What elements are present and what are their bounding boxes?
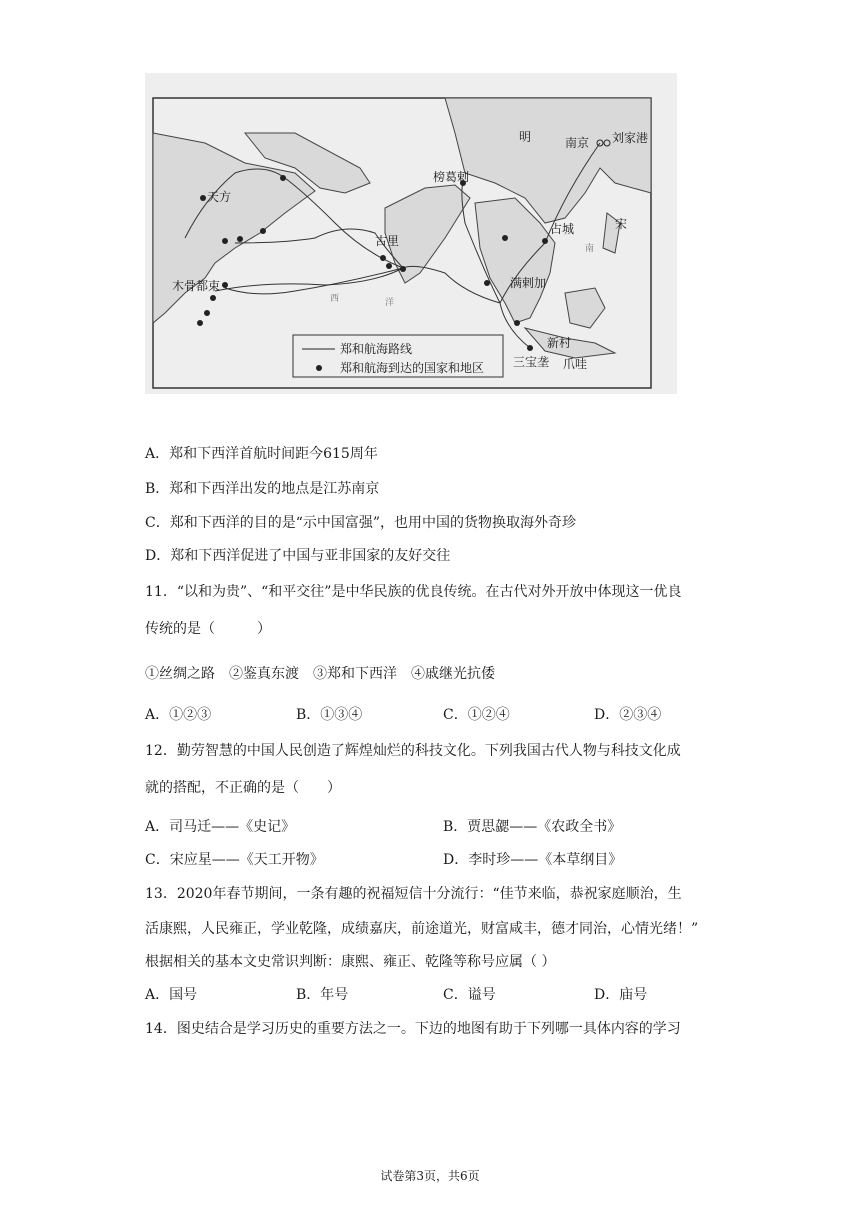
q12-stem-line1: 12．勤劳智慧的中国人民创造了辉煌灿烂的科技文化。下列我国古代人物与科技文化成 bbox=[145, 743, 681, 759]
q12-option-a: A．司马迁——《史记》 bbox=[145, 819, 296, 835]
map-label-mugudushu: 木骨都束 bbox=[172, 279, 221, 293]
map-label-xi: 西 bbox=[330, 294, 340, 304]
q11-stem-line1: 11．“以和为贵”、“和平交往”是中华民族的优良传统。在古代对外开放中体现这一优良 bbox=[145, 584, 682, 600]
q11-option-a: A．①②③ bbox=[145, 707, 212, 723]
q13-option-c: C．谥号 bbox=[443, 987, 496, 1003]
map-label-nanjing: 南京 bbox=[565, 136, 590, 150]
page-footer: 试卷第3页，共6页 bbox=[380, 1169, 480, 1183]
q11-stem-line2: 传统的是（ ） bbox=[145, 621, 271, 637]
q10-option-c: C．郑和下西洋的目的是“示中国富强”，也用中国的货物换取海外奇珍 bbox=[145, 515, 577, 531]
q12-stem-line2: 就的搭配，不正确的是（ ） bbox=[145, 780, 341, 796]
q10-option-a: A．郑和下西洋首航时间距今615周年 bbox=[145, 446, 378, 462]
q11-option-c: C．①②④ bbox=[443, 707, 510, 723]
q10-option-b: B．郑和下西洋出发的地点是江苏南京 bbox=[145, 481, 380, 497]
map-drawing bbox=[145, 73, 677, 394]
q11-option-d: D．②③④ bbox=[594, 707, 662, 723]
map-label-yang: 洋 bbox=[385, 298, 395, 308]
q13-option-b: B．年号 bbox=[296, 987, 349, 1003]
map-label-banggela: 榜葛剌 bbox=[433, 170, 470, 184]
q13-stem-line3: 根据相关的基本文史常识判断：康熙、雍正、乾隆等称号应属（ ） bbox=[145, 954, 556, 970]
q14-stem-line1: 14．图史结合是学习历史的重要方法之一。下边的地图有助于下列哪一具体内容的学习 bbox=[145, 1021, 681, 1037]
q13-stem-line1: 13．2020年春节期间，一条有趣的祝福短信十分流行：“佳节来临，恭祝家庭顺治，生 bbox=[145, 886, 682, 902]
q12-option-b: B．贾思勰——《农政全书》 bbox=[443, 819, 622, 835]
q10-option-d: D．郑和下西洋促进了中国与亚非国家的友好交往 bbox=[145, 548, 451, 564]
map-label-zhaowa: 爪哇 bbox=[563, 357, 588, 371]
map-label-tianfang: 天方 bbox=[207, 190, 232, 204]
map-label-liujiagang: 刘家港 bbox=[612, 131, 649, 145]
map-legend bbox=[293, 335, 503, 377]
legend-places-label: 郑和航海到达的国家和地区 bbox=[340, 361, 485, 375]
map-label-guli: 古里 bbox=[375, 234, 400, 248]
map-label-song: 宋 bbox=[615, 217, 628, 231]
q11-items: ①丝绸之路 ②鉴真东渡 ③郑和下西洋 ④戚继光抗倭 bbox=[145, 666, 495, 682]
q13-option-d: D．庙号 bbox=[594, 987, 648, 1003]
map-label-ming: 明 bbox=[519, 130, 532, 144]
map-label-nan: 南 bbox=[585, 244, 595, 254]
q13-stem-line2: 活康熙，人民雍正，学业乾隆，成绩嘉庆，前途道光，财富咸丰，德才同治，心情光绪！” bbox=[145, 921, 699, 937]
q13-option-a: A．国号 bbox=[145, 987, 198, 1003]
q11-option-b: B．①③④ bbox=[296, 707, 363, 723]
map-label-zhancheng: 占城 bbox=[550, 222, 575, 236]
q12-option-d: D．李时珍——《本草纲目》 bbox=[443, 852, 623, 868]
q12-option-c: C．宋应星——《天工开物》 bbox=[145, 852, 324, 868]
map-label-xincun: 新村 bbox=[547, 336, 572, 350]
zheng-he-voyage-map bbox=[145, 73, 677, 394]
legend-route-label: 郑和航海路线 bbox=[340, 342, 413, 356]
map-label-sanbaolong: 三宝垄 bbox=[513, 355, 550, 369]
map-label-manlajia: 满剌加 bbox=[510, 276, 547, 290]
